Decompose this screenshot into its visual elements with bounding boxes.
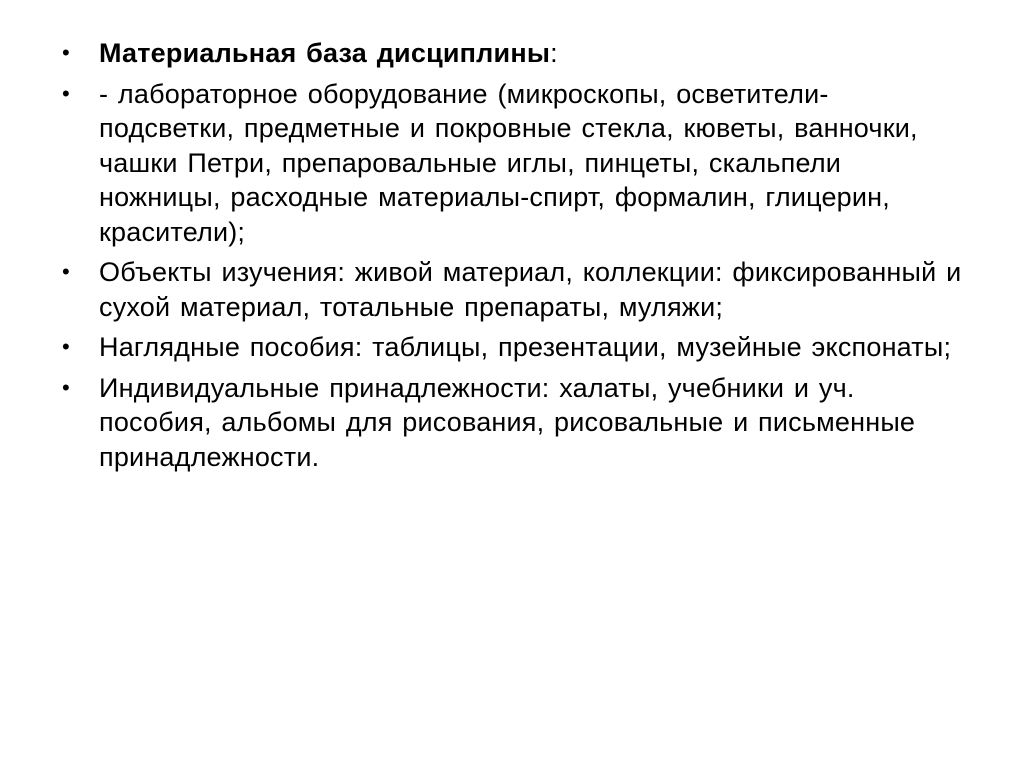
list-item-text: Наглядные пособия: таблицы, презентации, музейные экспонаты; bbox=[99, 332, 952, 362]
bullet-list bbox=[62, 36, 962, 480]
bullet-icon: • bbox=[62, 80, 70, 106]
bullet-icon: • bbox=[62, 40, 70, 65]
bullet-icon: • bbox=[62, 334, 70, 359]
list-item-material-base bbox=[62, 36, 962, 71]
bullet-icon: • bbox=[62, 259, 70, 284]
list-item-text: - лабораторное оборудование (микроскопы, осветители-подсветки, предметные и покровные стекла, кюветы, ванночки, чашки Петри, препаровальные иглы, пинцеты, скальпели ножницы, расходные материалы-спирт, формалин, глицерин, красители); bbox=[99, 78, 918, 247]
list-item-heading-suffix: : bbox=[550, 38, 558, 68]
bullet-icon: • bbox=[62, 374, 70, 400]
list-item-text: Индивидуальные принадлежности: халаты, учебники и уч. пособия, альбомы для рисования, рисовальные и письменные принадлежности. bbox=[99, 372, 916, 472]
list-item-lab-equipment bbox=[62, 77, 962, 250]
list-item-visual-aids bbox=[62, 330, 962, 365]
list-item-text: Объекты изучения: живой материал, коллекции: фиксированный и сухой материал, тотальные препараты, муляжи; bbox=[99, 257, 962, 322]
list-item-heading: Материальная база дисциплины bbox=[99, 38, 551, 68]
list-item-study-objects bbox=[62, 255, 962, 324]
list-item-personal-supplies bbox=[62, 371, 962, 475]
